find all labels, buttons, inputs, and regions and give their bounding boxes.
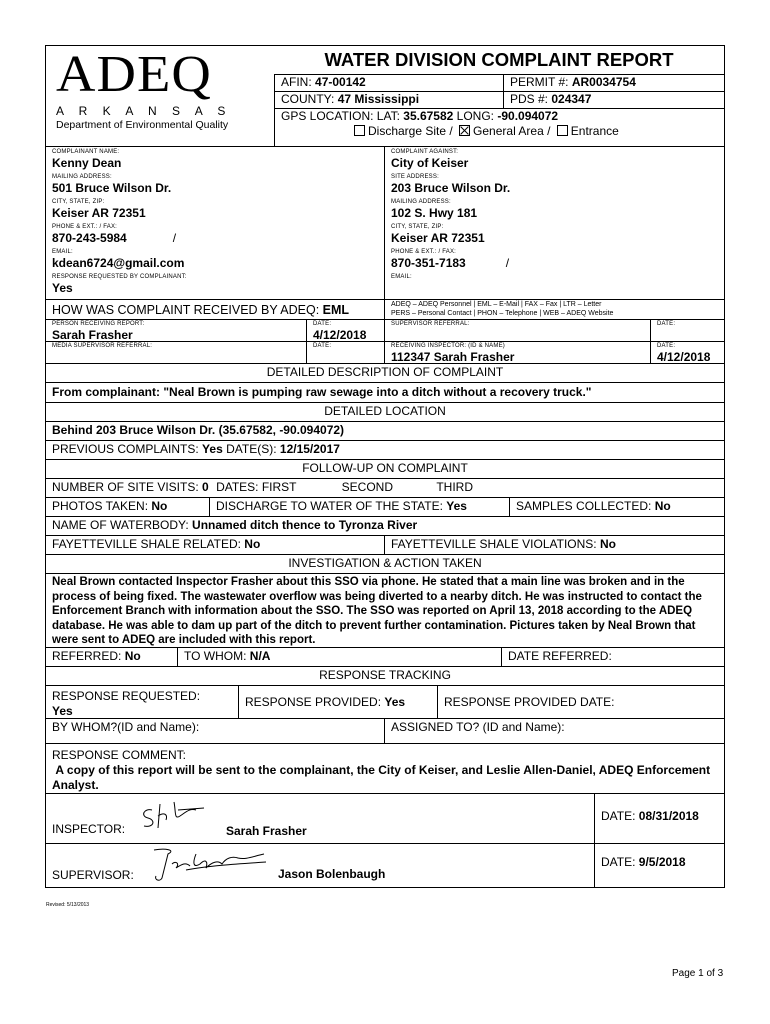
inspector-sign-date: 08/31/2018 bbox=[638, 809, 699, 823]
against-phone-separator: / bbox=[505, 256, 510, 270]
inspector-name: Sarah Frasher bbox=[226, 824, 307, 838]
how-received-label: HOW WAS COMPLAINT RECEIVED BY ADEQ: bbox=[52, 303, 320, 317]
assigned-to-label: ASSIGNED TO? (ID and Name): bbox=[391, 720, 565, 734]
date-label-4: DATE: bbox=[657, 343, 676, 349]
discharge-site-checkbox[interactable] bbox=[354, 125, 365, 136]
location-header: DETAILED LOCATION bbox=[324, 404, 446, 418]
person-receiving: Sarah Frasher bbox=[52, 328, 133, 342]
media-row bbox=[46, 341, 724, 363]
complainant-block bbox=[46, 147, 384, 299]
against-block bbox=[384, 147, 724, 299]
lat-value: 35.67582 bbox=[403, 109, 454, 123]
to-whom-label: TO WHOM: bbox=[184, 649, 247, 663]
legend-line-1: ADEQ – ADEQ Personnel | EML – E-Mail | FAX – Fax | LTR – Letter bbox=[391, 301, 602, 308]
site-visits-label: NUMBER OF SITE VISITS: bbox=[52, 480, 199, 494]
complainant-address-label: MAILING ADDRESS: bbox=[52, 174, 112, 180]
against-phone: 870-351-7183 bbox=[391, 256, 466, 270]
logo-state: A R K A N S A S bbox=[56, 104, 232, 118]
inspector-label: INSPECTOR: bbox=[52, 822, 126, 836]
waterbody-value: Unnamed ditch thence to Tyronza River bbox=[192, 518, 418, 532]
site-address-label: SITE ADDRESS: bbox=[391, 174, 439, 180]
inspector-signature bbox=[134, 798, 224, 838]
shale-violations-value: No bbox=[599, 537, 616, 551]
response-provided-label: RESPONSE PROVIDED: bbox=[245, 695, 382, 709]
county-label: COUNTY: bbox=[281, 92, 335, 106]
against-name: City of Keiser bbox=[391, 156, 469, 170]
inspector-date: 4/12/2018 bbox=[657, 350, 711, 364]
date-label-1: DATE: bbox=[313, 321, 332, 327]
complainant-address: 501 Bruce Wilson Dr. bbox=[52, 181, 172, 195]
shale-value: No bbox=[244, 537, 261, 551]
response-provided-value: Yes bbox=[384, 695, 406, 709]
response-requested-label: RESPONSE REQUESTED BY COMPLAINANT: bbox=[52, 274, 187, 280]
afin-value: 47-00142 bbox=[315, 75, 366, 89]
to-whom-value: N/A bbox=[249, 649, 271, 663]
pds-label: PDS #: bbox=[510, 92, 549, 106]
inspector-date-label: DATE: bbox=[601, 809, 636, 823]
page-number: Page 1 of 3 bbox=[672, 968, 724, 979]
person-receiving-row bbox=[46, 319, 724, 341]
date-received: 4/12/2018 bbox=[313, 328, 367, 342]
complainant-name-label: COMPLAINANT NAME: bbox=[52, 149, 120, 155]
logo-block bbox=[46, 46, 274, 146]
form-header bbox=[46, 46, 724, 146]
parties-section bbox=[46, 146, 724, 299]
supervisor-signature bbox=[146, 844, 276, 884]
previous-complaints-label: PREVIOUS COMPLAINTS: bbox=[52, 442, 199, 456]
long-label: LONG: bbox=[456, 109, 495, 123]
revised-note: Revised: 5/13/2013 bbox=[46, 902, 90, 908]
response-provided-date-label: RESPONSE PROVIDED DATE: bbox=[444, 695, 615, 709]
complainant-phone: 870-243-5984 bbox=[52, 231, 127, 245]
entrance-label: Entrance bbox=[570, 124, 619, 138]
afin-label: AFIN: bbox=[281, 75, 312, 89]
against-city: Keiser AR 72351 bbox=[391, 231, 485, 245]
logo-dept: Department of Environmental Quality bbox=[56, 119, 229, 131]
shale-violations-label: FAYETTEVILLE SHALE VIOLATIONS: bbox=[391, 537, 597, 551]
report-title: WATER DIVISION COMPLAINT REPORT bbox=[324, 49, 674, 70]
media-supervisor-label: MEDIA SUPERVISOR REFERRAL: bbox=[52, 343, 153, 349]
investigation-header: INVESTIGATION & ACTION TAKEN bbox=[288, 556, 482, 570]
response-req-label: RESPONSE REQUESTED: bbox=[52, 689, 201, 703]
how-received-row bbox=[46, 299, 724, 319]
previous-dates-label: DATE(S): bbox=[226, 442, 277, 456]
date-referred-label: DATE REFERRED: bbox=[508, 649, 612, 663]
site-address: 203 Bruce Wilson Dr. bbox=[391, 181, 511, 195]
complainant-city: Keiser AR 72351 bbox=[52, 206, 146, 220]
date-label-3: DATE: bbox=[313, 343, 332, 349]
supervisor-row bbox=[46, 843, 724, 887]
against-name-label: COMPLAINT AGAINST: bbox=[391, 149, 459, 155]
waterbody-label: NAME OF WATERBODY: bbox=[52, 518, 189, 532]
receiving-inspector: 112347 Sarah Frasher bbox=[391, 350, 515, 364]
phone-separator: / bbox=[172, 231, 177, 245]
complaint-form bbox=[45, 45, 725, 888]
shale-label: FAYETTEVILLE SHALE RELATED: bbox=[52, 537, 241, 551]
referred-label: REFERRED: bbox=[52, 649, 122, 663]
adeq-logo: ADEQ bbox=[56, 46, 212, 103]
supervisor-label: SUPERVISOR: bbox=[52, 868, 134, 882]
response-comment: A copy of this report will be sent to the complainant, the City of Keiser, and Leslie Allen-Daniel, ADEQ Enforcement Analyst. bbox=[52, 763, 714, 792]
supervisor-date-label: DATE: bbox=[601, 855, 636, 869]
against-phone-label: PHONE & EXT.: / FAX: bbox=[391, 249, 457, 255]
long-value: -90.094072 bbox=[497, 109, 559, 123]
receiving-inspector-label: RECEIVING INSPECTOR: (ID & NAME) bbox=[391, 343, 505, 349]
photos-label: PHOTOS TAKEN: bbox=[52, 499, 149, 513]
against-mail: 102 S. Hwy 181 bbox=[391, 206, 478, 220]
discharge-site-label: Discharge Site / bbox=[368, 124, 453, 138]
site-visits: 0 bbox=[202, 480, 209, 494]
discharge-label: DISCHARGE TO WATER OF THE STATE: bbox=[216, 499, 443, 513]
against-mail-label: MAILING ADDRESS: bbox=[391, 199, 451, 205]
complainant-phone-label: PHONE & EXT.: / FAX: bbox=[52, 224, 118, 230]
photos-value: No bbox=[151, 499, 168, 513]
pds-value: 024347 bbox=[551, 92, 592, 106]
discharge-value: Yes bbox=[446, 499, 467, 513]
person-receiving-label: PERSON RECEIVING REPORT: bbox=[52, 321, 145, 327]
investigation-text: Neal Brown contacted Inspector Frasher about this SSO via phone. He stated that a main line was broken and in the process of being fixed. The wastewater overflow was being diverted to a nearby ditch. He was instructed to contact the Enforcement Branch with information about the SSO. The SSO was reported on April 13, 2018 according to the ADEQ database. He was able to dam up part of the ditch to prevent further contamination. Pictures taken by Neal Brown that were sent to ADEQ are included with this report. bbox=[52, 576, 702, 647]
by-whom-label: BY WHOM?(ID and Name): bbox=[52, 720, 200, 734]
response-tracking-header: RESPONSE TRACKING bbox=[319, 668, 451, 682]
against-email-label: EMAIL: bbox=[391, 274, 412, 280]
response-comment-label: RESPONSE COMMENT: bbox=[52, 748, 187, 762]
against-city-label: CITY, STATE, ZIP: bbox=[391, 224, 444, 230]
county-value: 47 Mississippi bbox=[337, 92, 420, 106]
complainant-name: Kenny Dean bbox=[52, 156, 122, 170]
supervisor-name: Jason Bolenbaugh bbox=[278, 867, 386, 881]
complainant-email-label: EMAIL: bbox=[52, 249, 73, 255]
complaint-description: From complainant: "Neal Brown is pumping raw sewage into a ditch without a recovery truck." bbox=[52, 385, 592, 399]
response-requested-value: Yes bbox=[52, 281, 73, 295]
dates-first-label: DATES: FIRST bbox=[216, 480, 297, 494]
general-area-checkbox[interactable] bbox=[459, 125, 470, 136]
supervisor-referral-label: SUPERVISOR REFERRAL: bbox=[391, 321, 470, 327]
response-req-value: Yes bbox=[52, 704, 73, 718]
followup-header: FOLLOW-UP ON COMPLAINT bbox=[302, 461, 468, 475]
permit-label: PERMIT #: bbox=[510, 75, 569, 89]
detailed-location: Behind 203 Bruce Wilson Dr. (35.67582, -90.094072) bbox=[52, 423, 345, 437]
how-received-value: EML bbox=[322, 303, 350, 317]
previous-dates: 12/15/2017 bbox=[279, 442, 340, 456]
complainant-email: kdean6724@gmail.com bbox=[52, 256, 185, 270]
third-label: THIRD bbox=[436, 480, 473, 494]
legend-line-2: PERS – Personal Contact | PHON – Telephone | WEB – ADEQ Website bbox=[391, 310, 614, 317]
complainant-city-label: CITY, STATE, ZIP: bbox=[52, 199, 105, 205]
date-label-2: DATE: bbox=[657, 321, 676, 327]
permit-value: AR0034754 bbox=[571, 75, 636, 89]
header-info bbox=[274, 46, 724, 146]
referred-value: No bbox=[124, 649, 141, 663]
description-header: DETAILED DESCRIPTION OF COMPLAINT bbox=[266, 365, 504, 379]
supervisor-sign-date: 9/5/2018 bbox=[638, 855, 686, 869]
inspector-row bbox=[46, 793, 724, 843]
samples-label: SAMPLES COLLECTED: bbox=[516, 499, 652, 513]
entrance-checkbox[interactable] bbox=[557, 125, 568, 136]
general-area-label: General Area / bbox=[473, 124, 551, 138]
second-label: SECOND bbox=[341, 480, 393, 494]
samples-value: No bbox=[654, 499, 671, 513]
gps-label: GPS LOCATION: LAT: bbox=[281, 109, 400, 123]
previous-complaints: Yes bbox=[202, 442, 223, 456]
